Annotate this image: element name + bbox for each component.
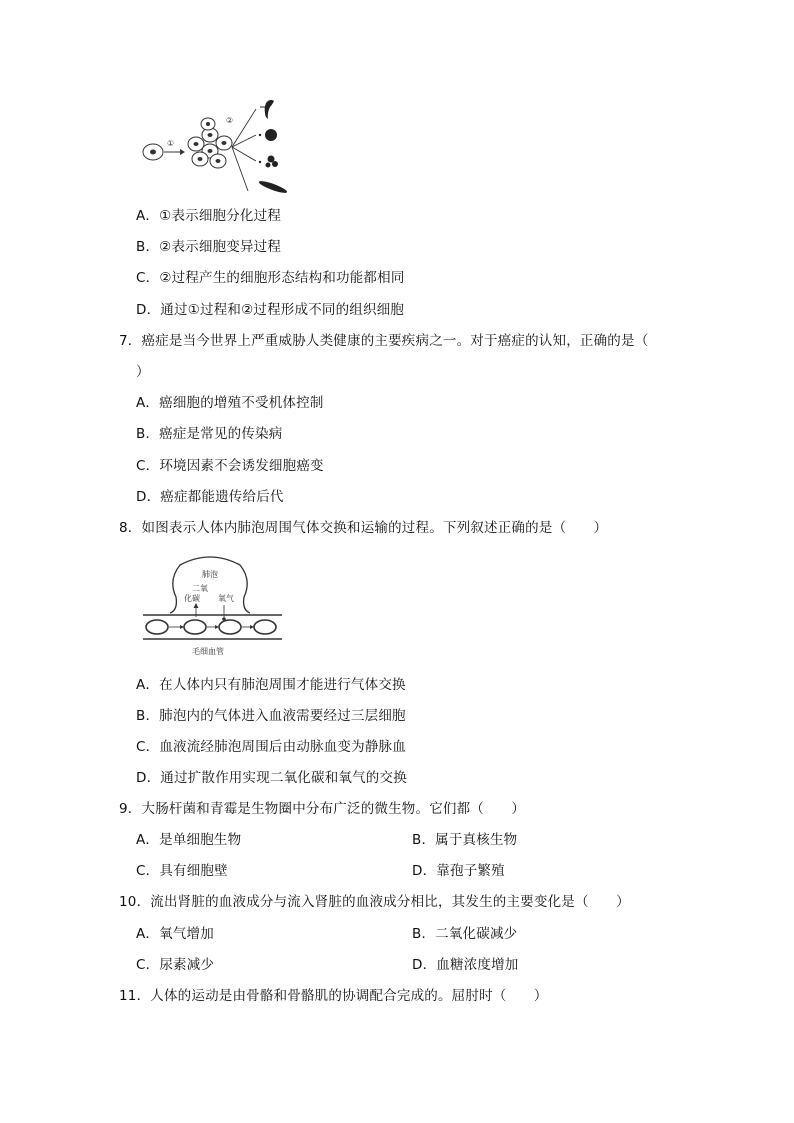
q10-stem: 10．流出肾脏的血液成分与流入肾脏的血液成分相比，其发生的主要变化是（ ） (119, 894, 630, 910)
q7-stem-cont: ） (136, 364, 150, 380)
q9-option-a[interactable]: A．是单细胞生物 (136, 832, 242, 848)
cell-differentiation-figure (140, 95, 300, 195)
co2-label-2: 化碳 (184, 594, 200, 603)
q8-option-d[interactable]: D．通过扩散作用实现二氧化碳和氧气的交换 (136, 770, 407, 786)
cell-cluster (188, 118, 232, 168)
q8-option-c[interactable]: C．血液流经肺泡周围后由动脉血变为静脉血 (136, 739, 406, 755)
blood-cells (259, 156, 278, 168)
q10-option-b[interactable]: B．二氧化碳减少 (412, 926, 518, 942)
q7-option-b[interactable]: B．癌症是常见的传染病 (136, 426, 283, 442)
co2-label-1: 二氧 (192, 584, 208, 593)
q10-option-a[interactable]: A．氧气增加 (136, 926, 214, 942)
q7-option-a[interactable]: A．癌细胞的增殖不受机体控制 (136, 395, 324, 411)
q8-stem: 8．如图表示人体内肺泡周围气体交换和运输的过程。下列叙述正确的是（ ） (119, 520, 608, 536)
q6-option-c[interactable]: C．②过程产生的细胞形态结构和功能都相同 (136, 270, 405, 286)
red-blood-cell (254, 620, 276, 634)
q8-option-b[interactable]: B．肺泡内的气体进入血液需要经过三层细胞 (136, 708, 406, 724)
alveolus-gas-exchange-figure (140, 555, 285, 660)
q9-option-d[interactable]: D．靠孢子繁殖 (412, 863, 505, 879)
q11-stem: 11．人体的运动是由骨骼和骨骼肌的协调配合完成的。屈肘时（ ） (119, 988, 548, 1004)
red-blood-cell (184, 620, 206, 634)
process-1-label: ① (167, 139, 175, 148)
neuron-cell (260, 100, 274, 119)
q9-option-c[interactable]: C．具有细胞壁 (136, 863, 228, 879)
alveolus (170, 557, 250, 613)
q9-option-b[interactable]: B．属于真核生物 (412, 832, 518, 848)
q6-option-b[interactable]: B．②表示细胞变异过程 (136, 239, 282, 255)
q7-option-d[interactable]: D．癌症都能遗传给后代 (136, 489, 284, 505)
q8-option-a[interactable]: A．在人体内只有肺泡周围才能进行气体交换 (136, 677, 406, 693)
red-blood-cell (219, 620, 241, 634)
round-cell (265, 129, 277, 141)
q10-option-c[interactable]: C．尿素减少 (136, 957, 215, 973)
alveolus-label: 肺泡 (202, 570, 218, 579)
q6-option-a[interactable]: A．①表示细胞分化过程 (136, 208, 282, 224)
q7-option-c[interactable]: C．环境因素不会诱发细胞癌变 (136, 458, 324, 474)
q7-stem: 7．癌症是当今世界上严重威胁人类健康的主要疾病之一。对于癌症的认知，正确的是（ (119, 333, 649, 349)
muscle-cell (258, 179, 288, 195)
o2-label: 氧气 (218, 594, 234, 603)
q9-stem: 9．大肠杆菌和青霉是生物圈中分布广泛的微生物。它们都（ ） (119, 801, 526, 817)
q10-option-d[interactable]: D．血糖浓度增加 (412, 957, 519, 973)
process-2-label: ② (226, 116, 234, 125)
capillary-label: 毛细血管 (192, 647, 224, 656)
red-blood-cell (146, 620, 168, 634)
q6-option-d[interactable]: D．通过①过程和②过程形成不同的组织细胞 (136, 302, 405, 318)
